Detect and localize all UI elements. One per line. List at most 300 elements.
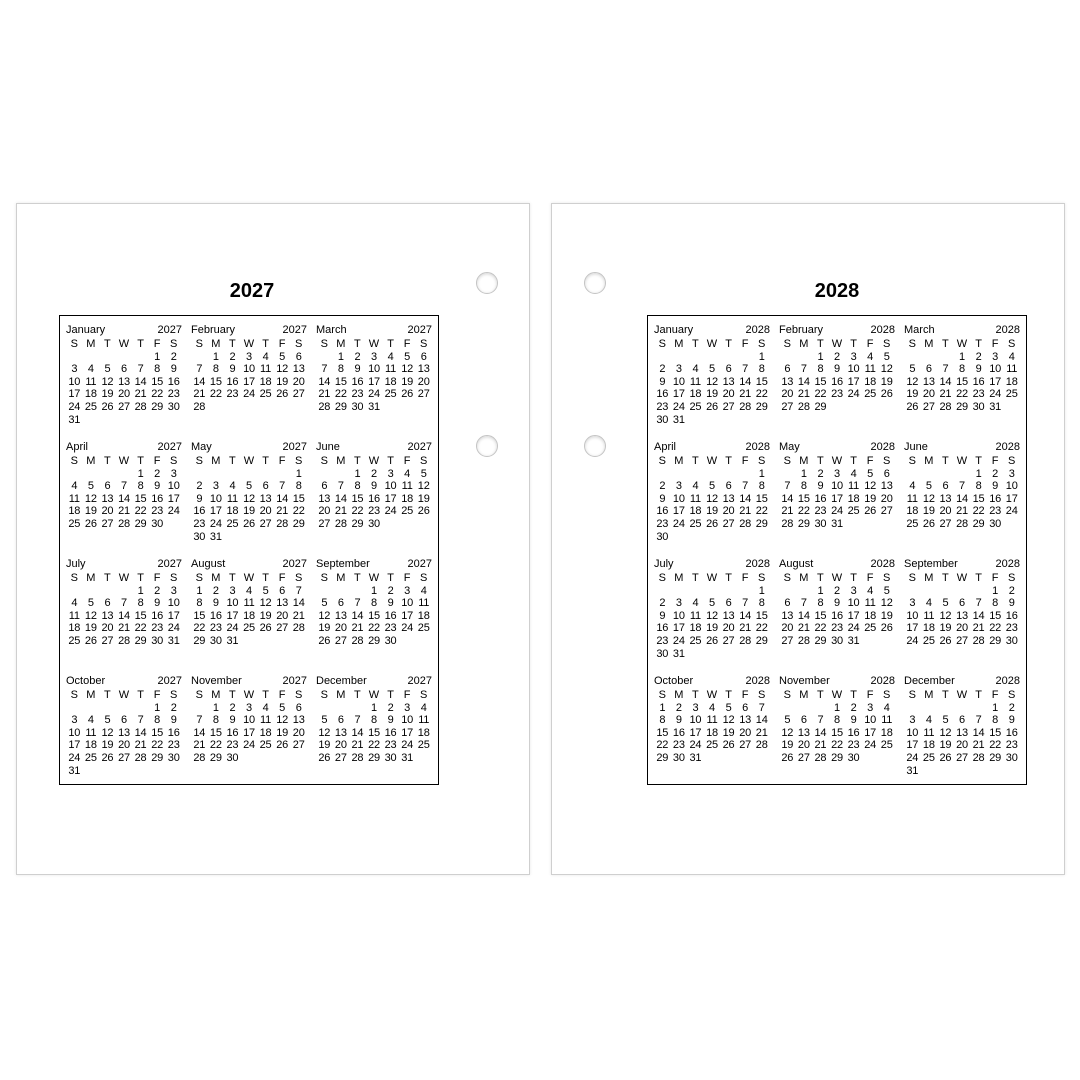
day-cell: 5 bbox=[87, 597, 94, 610]
day-cell: 2 bbox=[992, 467, 999, 480]
day-cell: 25 bbox=[259, 388, 272, 401]
day-cell: 4 bbox=[1008, 350, 1015, 363]
day-cell: 23 bbox=[656, 517, 669, 530]
day-cell: 4 bbox=[867, 584, 874, 597]
day-cell: 24 bbox=[672, 400, 685, 413]
day-cell: 4 bbox=[71, 597, 78, 610]
day-cell: 12 bbox=[276, 714, 289, 727]
day-cell: 26 bbox=[259, 622, 272, 635]
weekday-label: T bbox=[975, 689, 982, 701]
month-year: 2027 bbox=[157, 441, 182, 453]
day-cell: 15 bbox=[209, 726, 222, 739]
month-block bbox=[66, 440, 182, 557]
day-cell: 18 bbox=[259, 726, 272, 739]
day-cell: 14 bbox=[739, 375, 752, 388]
day-cell: 9 bbox=[229, 363, 236, 376]
day-cell: 12 bbox=[276, 363, 289, 376]
day-cell: 9 bbox=[170, 363, 177, 376]
month-block bbox=[316, 440, 432, 557]
day-cell: 15 bbox=[193, 609, 206, 622]
weekday-label: T bbox=[817, 338, 824, 350]
month-block bbox=[654, 674, 770, 791]
day-cell: 17 bbox=[864, 726, 877, 739]
day-cell: 17 bbox=[68, 739, 81, 752]
day-cell: 25 bbox=[243, 622, 255, 635]
month-year: 2027 bbox=[282, 558, 307, 570]
weekday-label: S bbox=[658, 455, 666, 467]
month-block bbox=[66, 557, 182, 674]
weekday-label: F bbox=[278, 572, 286, 584]
day-cell: 11 bbox=[689, 492, 701, 505]
weekday-label: T bbox=[692, 338, 699, 350]
month-year: 2027 bbox=[407, 675, 432, 687]
day-grid bbox=[779, 689, 895, 765]
day-cell: 13 bbox=[101, 609, 114, 622]
day-cell: 19 bbox=[101, 739, 114, 752]
day-cell: 8 bbox=[800, 480, 807, 493]
day-cell: 30 bbox=[226, 751, 239, 764]
empty-cell bbox=[704, 585, 721, 598]
day-cell: 1 bbox=[337, 350, 344, 363]
day-cell: 29 bbox=[989, 634, 1002, 647]
day-cell: 6 bbox=[321, 480, 328, 493]
day-cell: 24 bbox=[831, 505, 843, 518]
day-cell: 8 bbox=[337, 363, 344, 376]
day-cell: 2 bbox=[659, 597, 666, 610]
day-cell: 21 bbox=[118, 505, 130, 518]
day-cell: 16 bbox=[831, 609, 843, 622]
empty-cell bbox=[132, 702, 149, 715]
weekday-label: S bbox=[908, 455, 916, 467]
day-cell: 18 bbox=[864, 609, 877, 622]
day-cell: 22 bbox=[193, 622, 206, 635]
day-cell: 28 bbox=[351, 751, 364, 764]
month-header bbox=[191, 440, 307, 454]
day-cell: 25 bbox=[689, 517, 702, 530]
day-cell: 20 bbox=[276, 609, 289, 622]
day-cell: 19 bbox=[781, 739, 794, 752]
day-cell: 22 bbox=[755, 622, 768, 635]
day-cell: 12 bbox=[706, 492, 718, 505]
day-cell: 27 bbox=[956, 751, 968, 764]
day-cell: 19 bbox=[722, 726, 735, 739]
empty-cell bbox=[333, 702, 350, 715]
weekday-label: S bbox=[170, 455, 178, 467]
day-cell: 8 bbox=[959, 363, 965, 376]
day-cell: 28 bbox=[276, 517, 289, 530]
day-cell: 16 bbox=[193, 505, 206, 518]
day-cell: 7 bbox=[742, 363, 749, 376]
day-cell: 11 bbox=[385, 363, 397, 376]
day-cell: 5 bbox=[867, 467, 874, 480]
empty-cell bbox=[349, 585, 366, 598]
day-cell: 19 bbox=[276, 375, 289, 388]
day-cell: 3 bbox=[909, 714, 916, 727]
day-cell: 4 bbox=[909, 480, 916, 493]
day-cell: 28 bbox=[972, 751, 985, 764]
day-cell: 12 bbox=[906, 375, 919, 388]
day-cell: 19 bbox=[243, 505, 255, 518]
empty-cell bbox=[116, 351, 133, 364]
weekday-label: M bbox=[211, 572, 221, 584]
day-cell: 19 bbox=[906, 388, 919, 401]
day-cell: 17 bbox=[672, 388, 685, 401]
day-cell: 2 bbox=[1008, 701, 1015, 714]
day-cell: 26 bbox=[939, 634, 952, 647]
day-cell: 1 bbox=[137, 467, 144, 480]
day-cell: 13 bbox=[956, 609, 968, 622]
empty-cell bbox=[737, 351, 754, 364]
day-cell: 9 bbox=[834, 363, 840, 376]
weekday-label: S bbox=[783, 689, 791, 701]
day-cell: 16 bbox=[847, 726, 860, 739]
empty-cell bbox=[66, 702, 83, 715]
day-cell: 8 bbox=[758, 363, 765, 376]
day-cell: 19 bbox=[401, 375, 414, 388]
month-name: March bbox=[904, 324, 935, 336]
day-cell: 26 bbox=[922, 517, 935, 530]
day-cell: 27 bbox=[781, 400, 794, 413]
weekday-label: F bbox=[153, 338, 161, 350]
day-cell: 28 bbox=[318, 400, 331, 413]
empty-cell bbox=[954, 585, 971, 598]
day-cell: 24 bbox=[243, 739, 255, 752]
weekday-label: M bbox=[799, 338, 809, 350]
day-cell: 31 bbox=[368, 400, 380, 413]
day-cell: 18 bbox=[922, 739, 935, 752]
day-cell: 12 bbox=[922, 492, 935, 505]
month-header bbox=[654, 674, 770, 688]
weekday-label: M bbox=[924, 689, 934, 701]
empty-cell bbox=[937, 351, 954, 364]
month-year: 2028 bbox=[870, 558, 895, 570]
binder-hole-icon bbox=[584, 435, 606, 457]
day-cell: 29 bbox=[989, 751, 1002, 764]
day-cell: 16 bbox=[209, 609, 222, 622]
day-cell: 7 bbox=[742, 480, 749, 493]
day-cell: 27 bbox=[318, 517, 331, 530]
day-cell: 9 bbox=[154, 480, 161, 493]
day-cell: 28 bbox=[956, 517, 968, 530]
day-cell: 28 bbox=[972, 634, 985, 647]
day-cell: 10 bbox=[68, 375, 81, 388]
day-cell: 15 bbox=[831, 726, 843, 739]
day-cell: 31 bbox=[847, 634, 860, 647]
month-year: 2027 bbox=[407, 441, 432, 453]
weekday-label: S bbox=[295, 689, 303, 701]
day-cell: 20 bbox=[334, 622, 347, 635]
month-block bbox=[66, 674, 182, 791]
day-cell: 19 bbox=[417, 492, 430, 505]
day-cell: 28 bbox=[334, 517, 347, 530]
month-header bbox=[191, 323, 307, 337]
day-cell: 25 bbox=[259, 739, 272, 752]
empty-cell bbox=[954, 702, 971, 715]
empty-cell bbox=[937, 585, 954, 598]
day-cell: 28 bbox=[193, 751, 206, 764]
day-cell: 21 bbox=[739, 622, 752, 635]
day-cell: 3 bbox=[71, 714, 78, 727]
day-cell: 8 bbox=[196, 597, 203, 610]
day-cell: 14 bbox=[939, 375, 952, 388]
day-cell: 28 bbox=[739, 634, 752, 647]
weekday-label: W bbox=[368, 455, 380, 467]
day-cell: 16 bbox=[351, 375, 364, 388]
day-cell: 3 bbox=[229, 584, 236, 597]
day-cell: 14 bbox=[118, 609, 130, 622]
month-block bbox=[654, 557, 770, 674]
day-cell: 28 bbox=[292, 622, 305, 635]
day-cell: 23 bbox=[167, 388, 180, 401]
day-cell: 13 bbox=[939, 492, 952, 505]
empty-cell bbox=[779, 585, 796, 598]
empty-cell bbox=[654, 468, 671, 481]
day-cell: 17 bbox=[689, 726, 702, 739]
weekday-label: M bbox=[336, 572, 346, 584]
day-cell: 26 bbox=[706, 517, 718, 530]
day-cell: 23 bbox=[656, 400, 669, 413]
day-cell: 23 bbox=[351, 388, 364, 401]
day-cell: 9 bbox=[850, 714, 857, 727]
empty-cell bbox=[720, 351, 737, 364]
day-cell: 27 bbox=[722, 400, 735, 413]
day-cell: 1 bbox=[212, 701, 219, 714]
weekday-label: S bbox=[170, 572, 178, 584]
day-cell: 24 bbox=[864, 739, 877, 752]
day-cell: 26 bbox=[318, 634, 331, 647]
day-grid bbox=[66, 455, 182, 531]
day-cell: 10 bbox=[672, 609, 685, 622]
day-cell: 10 bbox=[167, 597, 180, 610]
weekday-label: W bbox=[831, 572, 843, 584]
day-cell: 19 bbox=[84, 622, 97, 635]
day-cell: 25 bbox=[689, 400, 702, 413]
day-cell: 20 bbox=[722, 388, 735, 401]
weekday-label: T bbox=[262, 572, 269, 584]
day-cell: 22 bbox=[334, 388, 347, 401]
day-cell: 5 bbox=[262, 584, 269, 597]
day-cell: 12 bbox=[864, 480, 877, 493]
day-cell: 8 bbox=[212, 363, 219, 376]
day-cell: 3 bbox=[387, 467, 394, 480]
empty-cell bbox=[99, 702, 116, 715]
day-cell: 22 bbox=[134, 505, 147, 518]
weekday-label: S bbox=[195, 689, 203, 701]
day-cell: 31 bbox=[401, 751, 414, 764]
day-cell: 2 bbox=[196, 480, 203, 493]
day-cell: 30 bbox=[151, 517, 164, 530]
day-cell: 11 bbox=[260, 714, 272, 727]
day-cell: 24 bbox=[68, 400, 81, 413]
month-year: 2028 bbox=[870, 441, 895, 453]
day-cell: 3 bbox=[675, 480, 682, 493]
month-header bbox=[779, 323, 895, 337]
weekday-label: F bbox=[278, 338, 286, 350]
day-cell: 1 bbox=[371, 584, 377, 597]
month-name: June bbox=[904, 441, 928, 453]
day-cell: 15 bbox=[989, 609, 1002, 622]
weekday-label: W bbox=[706, 455, 718, 467]
day-cell: 6 bbox=[279, 584, 286, 597]
day-cell: 4 bbox=[262, 701, 269, 714]
day-cell: 21 bbox=[351, 739, 364, 752]
day-cell: 18 bbox=[1005, 375, 1018, 388]
weekday-label: F bbox=[991, 338, 999, 350]
day-cell: 4 bbox=[71, 480, 78, 493]
day-cell: 15 bbox=[972, 492, 985, 505]
weekday-label: T bbox=[725, 689, 732, 701]
empty-cell bbox=[316, 351, 333, 364]
empty-cell bbox=[132, 351, 149, 364]
day-cell: 19 bbox=[318, 622, 331, 635]
day-cell: 22 bbox=[755, 388, 768, 401]
day-cell: 15 bbox=[209, 375, 222, 388]
day-cell: 3 bbox=[1008, 467, 1015, 480]
day-cell: 8 bbox=[659, 714, 666, 727]
day-cell: 10 bbox=[906, 609, 919, 622]
weekday-label: M bbox=[336, 689, 346, 701]
day-cell: 20 bbox=[956, 739, 968, 752]
day-cell: 2 bbox=[675, 701, 682, 714]
day-cell: 18 bbox=[384, 375, 397, 388]
day-cell: 27 bbox=[880, 505, 893, 518]
day-cell: 11 bbox=[226, 492, 238, 505]
weekday-label: W bbox=[956, 455, 968, 467]
day-cell: 5 bbox=[725, 701, 732, 714]
weekday-label: S bbox=[908, 572, 916, 584]
day-cell: 10 bbox=[672, 492, 685, 505]
day-cell: 23 bbox=[972, 388, 985, 401]
weekday-label: F bbox=[153, 572, 161, 584]
month-name: January bbox=[66, 324, 106, 336]
month-header bbox=[904, 674, 1020, 688]
day-cell: 15 bbox=[351, 492, 364, 505]
weekday-label: T bbox=[354, 572, 361, 584]
day-cell: 11 bbox=[418, 597, 430, 610]
day-cell: 17 bbox=[672, 505, 685, 518]
day-cell: 19 bbox=[706, 505, 718, 518]
weekday-label: M bbox=[211, 689, 221, 701]
day-cell: 5 bbox=[709, 597, 715, 610]
day-cell: 30 bbox=[384, 634, 397, 647]
day-cell: 20 bbox=[939, 505, 952, 518]
day-cell: 14 bbox=[781, 492, 794, 505]
day-cell: 4 bbox=[850, 467, 857, 480]
empty-cell bbox=[704, 351, 721, 364]
day-cell: 22 bbox=[351, 505, 364, 518]
day-cell: 7 bbox=[817, 714, 824, 727]
empty-cell bbox=[208, 468, 225, 481]
day-cell: 30 bbox=[368, 517, 380, 530]
day-cell: 13 bbox=[781, 375, 794, 388]
empty-cell bbox=[687, 585, 704, 598]
month-name: September bbox=[904, 558, 958, 570]
day-cell: 10 bbox=[672, 375, 685, 388]
month-block bbox=[316, 557, 432, 674]
day-cell: 14 bbox=[739, 609, 752, 622]
day-cell: 24 bbox=[1005, 505, 1018, 518]
weekday-label: W bbox=[368, 572, 380, 584]
empty-cell bbox=[671, 351, 688, 364]
month-name: February bbox=[191, 324, 236, 336]
day-grid bbox=[779, 572, 895, 648]
day-cell: 6 bbox=[800, 714, 807, 727]
day-cell: 28 bbox=[739, 400, 752, 413]
weekday-label: M bbox=[336, 338, 346, 350]
day-cell: 19 bbox=[939, 739, 952, 752]
day-cell: 6 bbox=[104, 597, 111, 610]
day-cell: 1 bbox=[354, 467, 361, 480]
day-cell: 2 bbox=[170, 350, 177, 363]
day-cell: 14 bbox=[334, 492, 347, 505]
day-cell: 25 bbox=[922, 751, 935, 764]
day-cell: 12 bbox=[401, 363, 414, 376]
month-header bbox=[316, 557, 432, 571]
month-header bbox=[66, 440, 182, 454]
day-cell: 21 bbox=[972, 622, 985, 635]
day-cell: 14 bbox=[318, 375, 331, 388]
month-block bbox=[191, 323, 307, 440]
day-cell: 16 bbox=[656, 505, 669, 518]
day-cell: 30 bbox=[847, 751, 860, 764]
day-cell: 15 bbox=[368, 726, 380, 739]
day-cell: 14 bbox=[814, 726, 827, 739]
empty-cell bbox=[904, 702, 921, 715]
day-cell: 27 bbox=[292, 739, 305, 752]
day-cell: 6 bbox=[959, 597, 965, 610]
month-name: September bbox=[316, 558, 370, 570]
day-cell: 12 bbox=[259, 597, 272, 610]
day-cell: 5 bbox=[942, 714, 949, 727]
day-cell: 14 bbox=[797, 375, 810, 388]
day-cell: 27 bbox=[101, 634, 114, 647]
day-cell: 28 bbox=[797, 400, 810, 413]
day-cell: 18 bbox=[864, 375, 877, 388]
weekday-label: T bbox=[850, 689, 857, 701]
day-cell: 20 bbox=[292, 375, 305, 388]
weekday-label: S bbox=[295, 455, 303, 467]
empty-cell bbox=[904, 585, 921, 598]
day-cell: 1 bbox=[975, 467, 982, 480]
day-cell: 2 bbox=[834, 584, 840, 597]
day-cell: 9 bbox=[817, 480, 824, 493]
day-cell: 4 bbox=[420, 701, 427, 714]
day-cell: 17 bbox=[167, 492, 180, 505]
weekday-label: T bbox=[817, 455, 824, 467]
day-cell: 14 bbox=[193, 375, 206, 388]
day-cell: 14 bbox=[134, 726, 147, 739]
day-cell: 31 bbox=[906, 764, 919, 777]
day-cell: 7 bbox=[354, 597, 361, 610]
day-cell: 19 bbox=[276, 726, 289, 739]
weekday-label: F bbox=[153, 455, 161, 467]
day-cell: 15 bbox=[151, 375, 164, 388]
day-cell: 27 bbox=[739, 739, 752, 752]
day-cell: 14 bbox=[193, 726, 206, 739]
day-cell: 18 bbox=[84, 388, 97, 401]
day-cell: 2 bbox=[154, 467, 161, 480]
day-cell: 8 bbox=[371, 714, 377, 727]
month-name: December bbox=[904, 675, 955, 687]
month-header bbox=[191, 674, 307, 688]
day-cell: 2 bbox=[229, 350, 236, 363]
empty-cell bbox=[812, 702, 829, 715]
month-year: 2028 bbox=[870, 324, 895, 336]
empty-cell bbox=[66, 585, 83, 598]
empty-cell bbox=[904, 351, 921, 364]
day-cell: 24 bbox=[906, 634, 919, 647]
day-cell: 11 bbox=[706, 714, 718, 727]
